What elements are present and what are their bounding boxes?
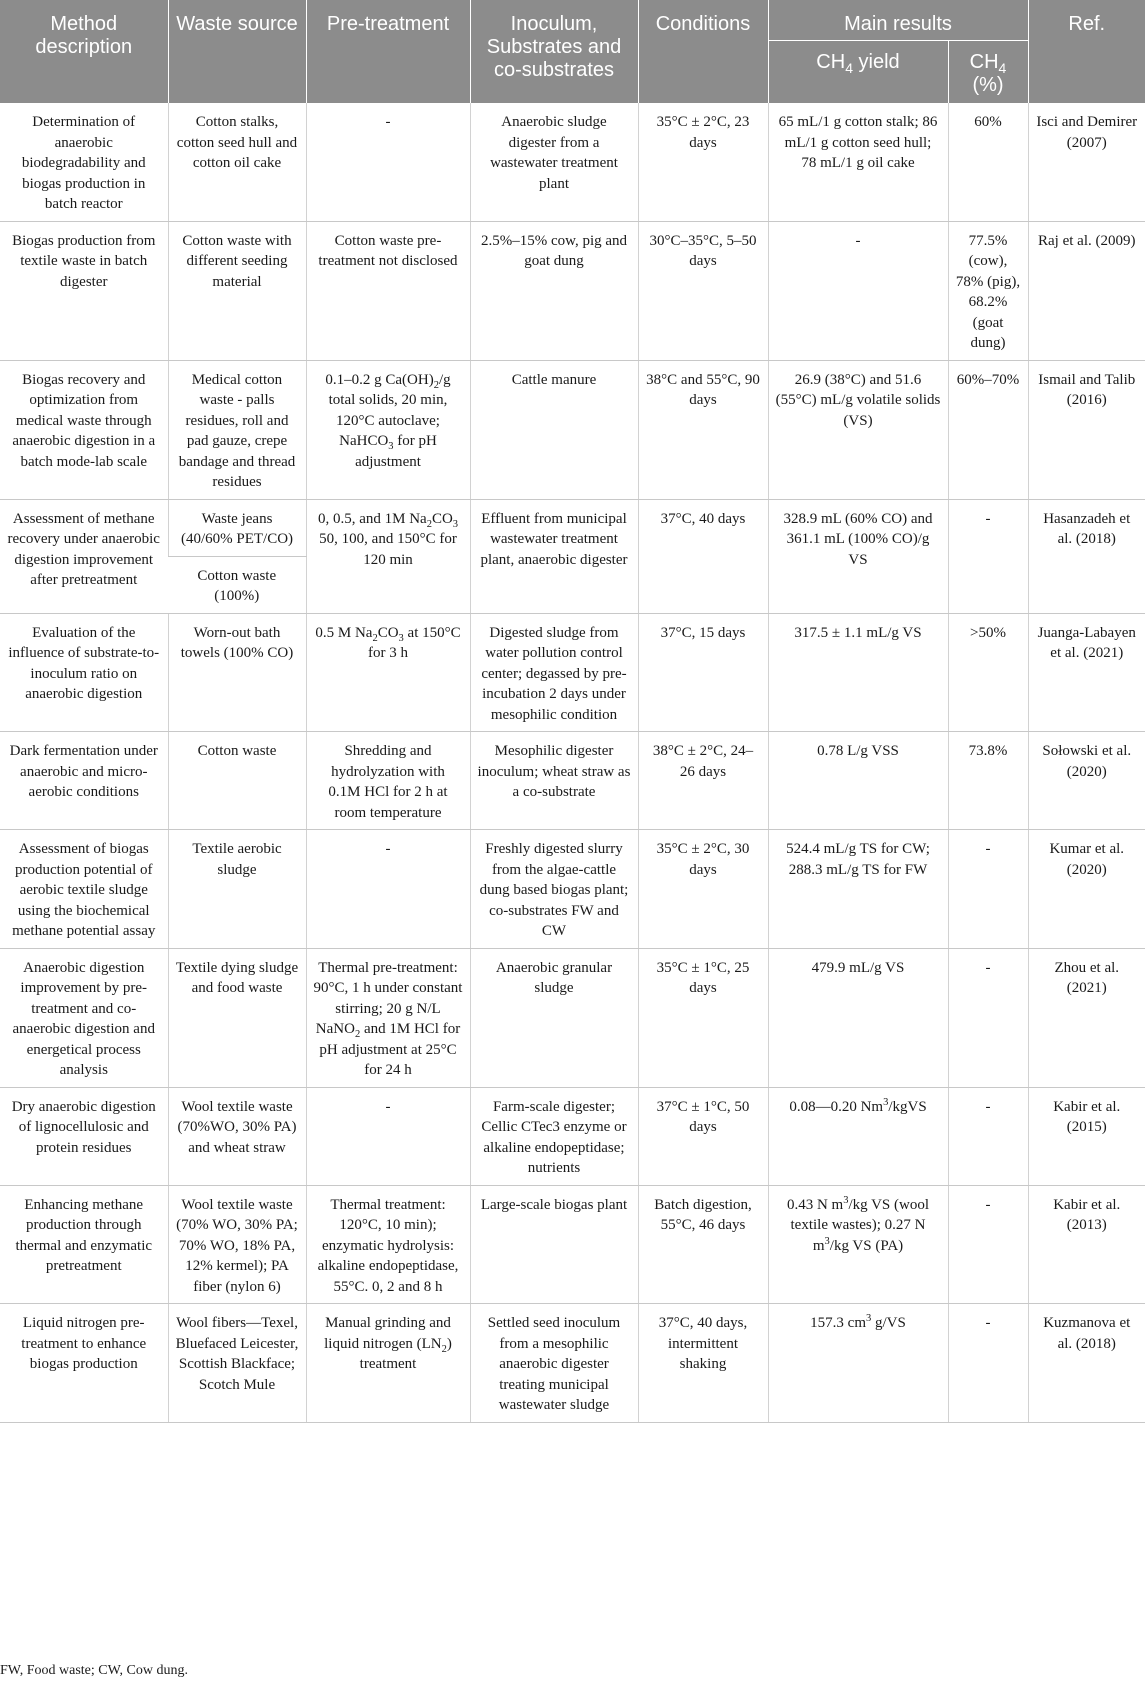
cell-conditions: 37°C, 15 days [638,613,768,732]
cell-waste: Waste jeans (40/60% PET/CO) [168,499,306,556]
cell-waste: Cotton waste with different seeding material [168,221,306,360]
header-method: Method description [0,0,168,103]
cell-method: Liquid nitrogen pre-treatment to enhance biogas production [0,1304,168,1423]
cell-ref: Zhou et al. (2021) [1028,948,1145,1087]
table-footnote: FW, Food waste; CW, Cow dung. [0,1663,188,1678]
cell-inoculum: Farm-scale digester; Cellic CTec3 enzyme or alkaline endopeptidase; nutrients [470,1087,638,1185]
table-row [0,1304,1145,1423]
cell-ref: Kabir et al. (2015) [1028,1087,1145,1185]
cell-ref: Kuzmanova et al. (2018) [1028,1304,1145,1423]
cell-pretreatment: Thermal pre-treatment: 90°C, 1 h under constant stirring; 20 g N/L NaNO$_2$ and 1M HCl for pH adjustment at 25°C for 24 h [306,948,470,1087]
cell-ref: Sołowski et al. (2020) [1028,732,1145,830]
cell-inoculum: Mesophilic digester inoculum; wheat straw as a co-substrate [470,732,638,830]
cell-method: Enhancing methane production through thermal and enzymatic pretreatment [0,1185,168,1304]
cell-pretreatment: Cotton waste pre-treatment not disclosed [306,221,470,360]
cell-ref: Ismail and Talib (2016) [1028,360,1145,499]
cell-waste: Wool fibers—Texel, Bluefaced Leicester, Scottish Blackface; Scotch Mule [168,1304,306,1423]
header-ref: Ref. [1028,0,1145,103]
cell-method: Dry anaerobic digestion of lignocellulosic and protein residues [0,1087,168,1185]
cell-conditions: 35°C ± 2°C, 23 days [638,103,768,221]
cell-waste: Wool textile waste (70% WO, 30% PA; 70% WO, 18% PA, 12% kermel); PA fiber (nylon 6) [168,1185,306,1304]
table-row [0,613,1145,732]
cell-inoculum: Freshly digested slurry from the algae-cattle dung based biogas plant; co-substrates FW and CW [470,830,638,949]
cell-method: Dark fermentation under anaerobic and micro-aerobic conditions [0,732,168,830]
table-row [0,732,1145,830]
cell-pretreatment: 0.5 M $Na_2CO_3$ at 150°C for 3 h [306,613,470,732]
cell-pretreatment: Manual grinding and liquid nitrogen $(LN_2)$ treatment [306,1304,470,1423]
cell-conditions: Batch digestion, 55°C, 46 days [638,1185,768,1304]
cell-inoculum: 2.5%–15% cow, pig and goat dung [470,221,638,360]
cell-ch4-yield: 26.9 (38°C) and 51.6 (55°C) mL/g volatile solids (VS) [768,360,948,499]
cell-ch4-percent: 60% [948,103,1028,221]
cell-conditions: 38°C and 55°C, 90 days [638,360,768,499]
cell-pretreatment: - [306,103,470,221]
cell-ch4-percent: - [948,1304,1028,1423]
cell-conditions: 35°C ± 1°C, 25 days [638,948,768,1087]
cell-conditions: 37°C, 40 days [638,499,768,613]
header-waste-source: Waste source [168,0,306,103]
header-main-results: Main results [768,0,1028,41]
cell-ref: Kabir et al. (2013) [1028,1185,1145,1304]
cell-inoculum: Anaerobic granular sludge [470,948,638,1087]
cell-method: Evaluation of the influence of substrate-to-inoculum ratio on anaerobic digestion [0,613,168,732]
cell-ch4-yield: 0.08—0.20 Nm$^3$/kgVS [768,1087,948,1185]
table-row [0,103,1145,221]
cell-conditions: 37°C ± 1°C, 50 days [638,1087,768,1185]
cell-pretreatment: Thermal treatment: 120°C, 10 min); enzymatic hydrolysis: alkaline endopeptidase, 55°C. 0, 2 and 8 h [306,1185,470,1304]
cell-ch4-yield: 524.4 mL/g TS for CW; 288.3 mL/g TS for FW [768,830,948,949]
header-inoculum: Inoculum, Substrates and co-substrates [470,0,638,103]
cell-ch4-yield: 0.43 N $m^3/kg$ VS (wool textile wastes); 0.27 N $m^3/kg$ VS (PA) [768,1185,948,1304]
table-row [0,1087,1145,1185]
cell-ch4-yield: 479.9 mL/g VS [768,948,948,1087]
cell-waste: Cotton waste [168,732,306,830]
cell-conditions: 38°C ± 2°C, 24–26 days [638,732,768,830]
cell-ch4-percent: 73.8% [948,732,1028,830]
cell-waste: Medical cotton waste - palls residues, roll and pad gauze, crepe bandage and thread residues [168,360,306,499]
cell-inoculum: Anaerobic sludge digester from a wastewater treatment plant [470,103,638,221]
cell-ch4-yield: - [768,221,948,360]
cell-inoculum: Effluent from municipal wastewater treatment plant, anaerobic digester [470,499,638,613]
cell-conditions: 37°C, 40 days, intermittent shaking [638,1304,768,1423]
cell-ch4-yield: 317.5 ± 1.1 mL/g VS [768,613,948,732]
cell-waste: Cotton waste (100%) [168,556,306,613]
cell-ch4-percent: 77.5% (cow), 78% (pig), 68.2% (goat dung) [948,221,1028,360]
table-row [0,830,1145,949]
cell-inoculum: Cattle manure [470,360,638,499]
cell-pretreatment: 0.1–0.2 g $Ca(OH)_2/g$ total solids, 20 min, 120°C autoclave; NaHCO$_3$ for pH adjustment [306,360,470,499]
header-ch4-yield: $CH_4$ yield [768,41,948,104]
header-conditions: Conditions [638,0,768,103]
cell-method: Determination of anaerobic biodegradability and biogas production in batch reactor [0,103,168,221]
cell-method: Biogas recovery and optimization from medical waste through anaerobic digestion in a batch mode-lab scale [0,360,168,499]
table-row [0,221,1145,360]
cell-ref: Juanga-Labayen et al. (2021) [1028,613,1145,732]
cell-ch4-percent: - [948,948,1028,1087]
cell-ch4-yield: 65 mL/1 g cotton stalk; 86 mL/1 g cotton seed hull; 78 mL/1 g oil cake [768,103,948,221]
cell-inoculum: Settled seed inoculum from a mesophilic anaerobic digester treating municipal wastewater sludge [470,1304,638,1423]
cell-waste: Cotton stalks, cotton seed hull and cotton oil cake [168,103,306,221]
cell-method: Assessment of methane recovery under anaerobic digestion improvement after pretreatment [0,499,168,613]
cell-ref: Isci and Demirer (2007) [1028,103,1145,221]
cell-method: Assessment of biogas production potential of aerobic textile sludge using the biochemical methane potential assay [0,830,168,949]
cell-ch4-percent: - [948,499,1028,613]
cell-pretreatment: 0, 0.5, and 1M $Na_2CO_3$ 50, 100, and 150°C for 120 min [306,499,470,613]
cell-conditions: 35°C ± 2°C, 30 days [638,830,768,949]
cell-waste: Wool textile waste (70%WO, 30% PA) and wheat straw [168,1087,306,1185]
cell-inoculum: Large-scale biogas plant [470,1185,638,1304]
cell-ch4-yield: 0.78 L/g VSS [768,732,948,830]
cell-ref: Hasanzadeh et al. (2018) [1028,499,1145,613]
cell-pretreatment: Shredding and hydrolyzation with 0.1M HCl for 2 h at room temperature [306,732,470,830]
cell-ch4-percent: 60%–70% [948,360,1028,499]
table-row [0,948,1145,1087]
cell-ch4-yield: 157.3 $cm^3$ g/VS [768,1304,948,1423]
cell-ref: Raj et al. (2009) [1028,221,1145,360]
cell-ch4-percent: - [948,1087,1028,1185]
header-ch4-percent: $CH_4$ (%) [948,41,1028,104]
cell-waste: Textile dying sludge and food waste [168,948,306,1087]
cell-pretreatment: - [306,830,470,949]
cell-conditions: 30°C–35°C, 5–50 days [638,221,768,360]
table-row [0,1185,1145,1304]
cell-method: Anaerobic digestion improvement by pre-treatment and co-anaerobic digestion and energetical process analysis [0,948,168,1087]
cell-method: Biogas production from textile waste in batch digester [0,221,168,360]
cell-ref: Kumar et al. (2020) [1028,830,1145,949]
cell-ch4-percent: - [948,830,1028,949]
cell-ch4-percent: >50% [948,613,1028,732]
cell-pretreatment: - [306,1087,470,1185]
cell-inoculum: Digested sludge from water pollution control center; degassed by pre-incubation 2 days under mesophilic condition [470,613,638,732]
table-row [0,360,1145,499]
cell-ch4-yield: 328.9 mL (60% CO) and 361.1 mL (100% CO)/g VS [768,499,948,613]
cell-waste: Textile aerobic sludge [168,830,306,949]
header-pretreatment: Pre-treatment [306,0,470,103]
cell-waste: Worn-out bath towels (100% CO) [168,613,306,732]
cell-ch4-percent: - [948,1185,1028,1304]
table-row [0,499,1145,556]
